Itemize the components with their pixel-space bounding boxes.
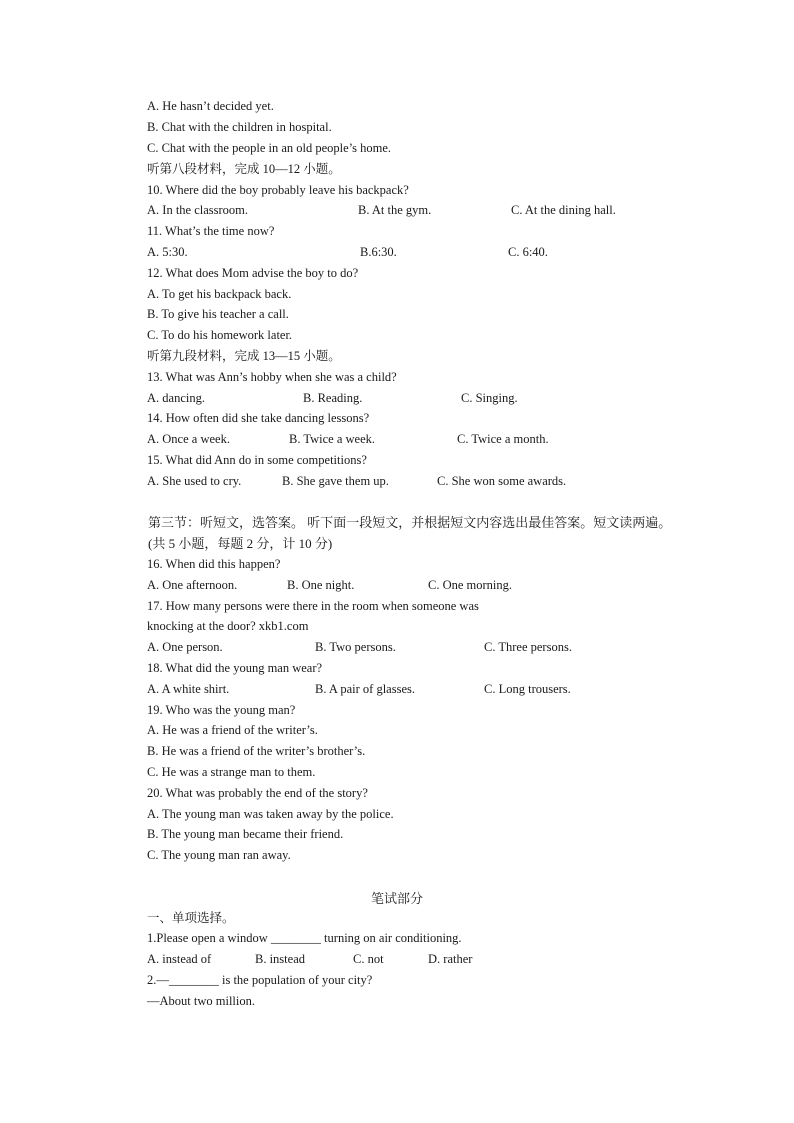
option: C. He was a strange man to them. [147, 765, 316, 779]
option: B.6:30. [360, 245, 397, 259]
option: C. Twice a month. [457, 432, 549, 446]
option: C. Singing. [461, 391, 518, 405]
option: C. Three persons. [484, 640, 572, 654]
option: A. One person. [147, 640, 223, 654]
question: 17. How many persons were there in the room when someone was [147, 599, 479, 613]
question: 12. What does Mom advise the boy to do? [147, 266, 359, 280]
option: C. not [353, 952, 384, 966]
option: B. One night. [287, 578, 355, 592]
option: B. Twice a week. [289, 432, 376, 446]
option: B. He was a friend of the writer’s brother’s. [147, 744, 366, 758]
question: 10. Where did the boy probably leave his backpack? [147, 183, 409, 197]
option: A. 5:30. [147, 245, 188, 259]
option: A. She used to cry. [147, 474, 242, 488]
option: A. dancing. [147, 391, 205, 405]
question: 20. What was probably the end of the story? [147, 786, 368, 800]
question: 2.—________ is the population of your city? [147, 973, 373, 987]
part-three-text: 第三节：听短文，选答案。 听下面一段短文，并根据短文内容选出最佳答案。短文读两遍。(共 5 小题，每题 2 分，计 10 分) [148, 515, 672, 551]
option: B. A pair of glasses. [315, 682, 415, 696]
option: A. He was a friend of the writer’s. [147, 723, 318, 737]
option: A. One afternoon. [147, 578, 238, 592]
option: B. To give his teacher a call. [147, 307, 289, 321]
answer-line: —About two million. [147, 994, 255, 1008]
option: B. At the gym. [358, 203, 432, 217]
question: 16. When did this happen? [147, 557, 281, 571]
option: A. instead of [147, 952, 212, 966]
option: C. To do his homework later. [147, 328, 293, 342]
part-three-instructions [120, 512, 676, 554]
option: A. In the classroom. [147, 203, 249, 217]
option: D. rather [428, 952, 473, 966]
option: B. She gave them up. [282, 474, 389, 488]
section-heading: 听第九段材料，完成 13—15 小题。 [147, 349, 341, 363]
option: B. Reading. [303, 391, 363, 405]
option: A. Once a week. [147, 432, 230, 446]
option: A. A white shirt. [147, 682, 230, 696]
question: 14. How often did she take dancing lessons? [147, 411, 370, 425]
option: C. The young man ran away. [147, 848, 291, 862]
option-line: A. He hasn’t decided yet. [147, 99, 274, 113]
question: 13. What was Ann’s hobby when she was a child? [147, 370, 397, 384]
option: C. At the dining hall. [511, 203, 616, 217]
option: C. She won some awards. [437, 474, 567, 488]
question-continuation: knocking at the door? xkb1.com [147, 619, 309, 633]
option-line: B. Chat with the children in hospital. [147, 120, 332, 134]
option: C. Long trousers. [484, 682, 571, 696]
option: C. One morning. [428, 578, 513, 592]
option-line: C. Chat with the people in an old people’s home. [147, 141, 392, 155]
section-heading: 一、单项选择。 [147, 911, 235, 925]
written-section-title: 笔试部分 [370, 891, 423, 906]
question: 19. Who was the young man? [147, 703, 296, 717]
option: A. To get his backpack back. [147, 287, 292, 301]
option: C. 6:40. [508, 245, 548, 259]
option: B. instead [255, 952, 305, 966]
option: A. The young man was taken away by the police. [147, 807, 394, 821]
option: B. Two persons. [315, 640, 396, 654]
question: 1.Please open a window ________ turning on air conditioning. [147, 931, 462, 945]
option: B. The young man became their friend. [147, 827, 344, 841]
question: 15. What did Ann do in some competitions? [147, 453, 367, 467]
section-heading: 听第八段材料，完成 10—12 小题。 [147, 162, 341, 176]
question: 11. What’s the time now? [147, 224, 275, 238]
question: 18. What did the young man wear? [147, 661, 323, 675]
